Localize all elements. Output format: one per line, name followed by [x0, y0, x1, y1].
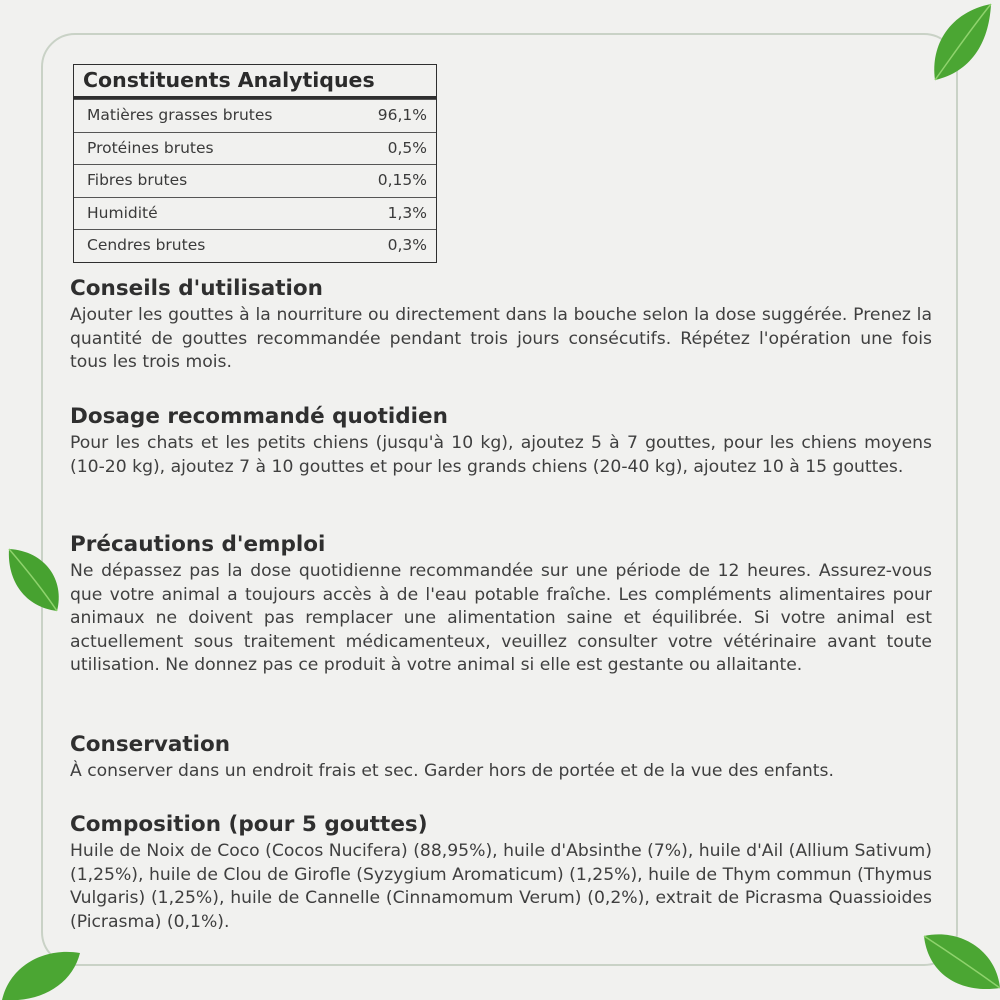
row-name: Humidité: [87, 203, 158, 222]
row-value: 96,1%: [377, 106, 427, 124]
section-text: Pour les chats et les petits chiens (jusqu'à 10 kg), ajoutez 5 à 7 gouttes, pour les chiens moyens (10-20 kg), ajoutez 7 à 10 gouttes et pour les grands chiens (20-40 kg), ajoutez 10 à 15 gouttes.: [70, 433, 932, 477]
leaf-icon: [5, 545, 65, 615]
row-value: 0,3%: [387, 236, 427, 254]
row-name: Cendres brutes: [87, 236, 206, 254]
row-name: Protéines brutes: [87, 138, 214, 157]
table-row: [74, 197, 436, 230]
section-title: Composition (pour 5 gouttes): [70, 812, 428, 837]
table-row: [74, 99, 436, 132]
analytics-table: [73, 64, 437, 263]
table-row: [74, 164, 436, 197]
section-precautions: [70, 530, 932, 678]
section-text: Ne dépassez pas la dose quotidienne recommandée sur une période de 12 heures. Assurez-vous que votre animal a toujours accès à de l'eau potable fraîche. Les compléments alimentaires pour animaux ne doivent pas remplacer une alimentation saine et équilibrée. Si votre animal est actuellement sous traitement médicamenteux, veuillez consulter votre vétérinaire avant toute utilisation. Ne donnez pas ce produit à votre animal si elle est gestante ou allaitante.: [70, 561, 932, 675]
section-conseils: [70, 274, 932, 375]
leaf-icon: [920, 928, 1000, 1000]
section-conservation: [70, 730, 932, 784]
section-dosage: [70, 402, 932, 479]
row-name: Fibres brutes: [87, 171, 188, 189]
section-text: Huile de Noix de Coco (Cocos Nucifera) (88,95%), huile d'Absinthe (7%), huile d'Ail (Allium Sativum) (1,25%), huile de Clou de Girofle (Syzygium Aromaticum) (1,25%), huile de Thym commun (Thymus Vulgaris) (1,25%), huile de Cannelle (Cinnamomum Verum) (0,2%), extrait de Picrasma Quassioides (Picrasma) (0,1%).: [70, 841, 932, 932]
row-value: 0,15%: [377, 171, 427, 189]
section-text: Ajouter les gouttes à la nourriture ou directement dans la bouche selon la dose suggérée. Prenez la quantité de gouttes recommandée pendant trois jours consécutifs. Répétez l'opération une fois tous les trois mois.: [70, 305, 932, 372]
table-row: [74, 229, 436, 262]
row-value: 0,5%: [387, 138, 427, 157]
table-row: [74, 132, 436, 165]
leaf-icon: [0, 945, 82, 1000]
row-value: 1,3%: [387, 203, 427, 222]
section-title: Dosage recommandé quotidien: [70, 404, 448, 429]
section-composition: [70, 810, 932, 934]
section-text: À conserver dans un endroit frais et sec. Garder hors de portée et de la vue des enfants.: [70, 761, 834, 781]
table-title: Constituents Analytiques: [74, 65, 436, 99]
section-title: Précautions d'emploi: [70, 532, 326, 557]
row-name: Matières grasses brutes: [87, 106, 273, 124]
leaf-icon: [925, 0, 995, 85]
section-title: Conservation: [70, 732, 231, 757]
section-title: Conseils d'utilisation: [70, 276, 323, 301]
